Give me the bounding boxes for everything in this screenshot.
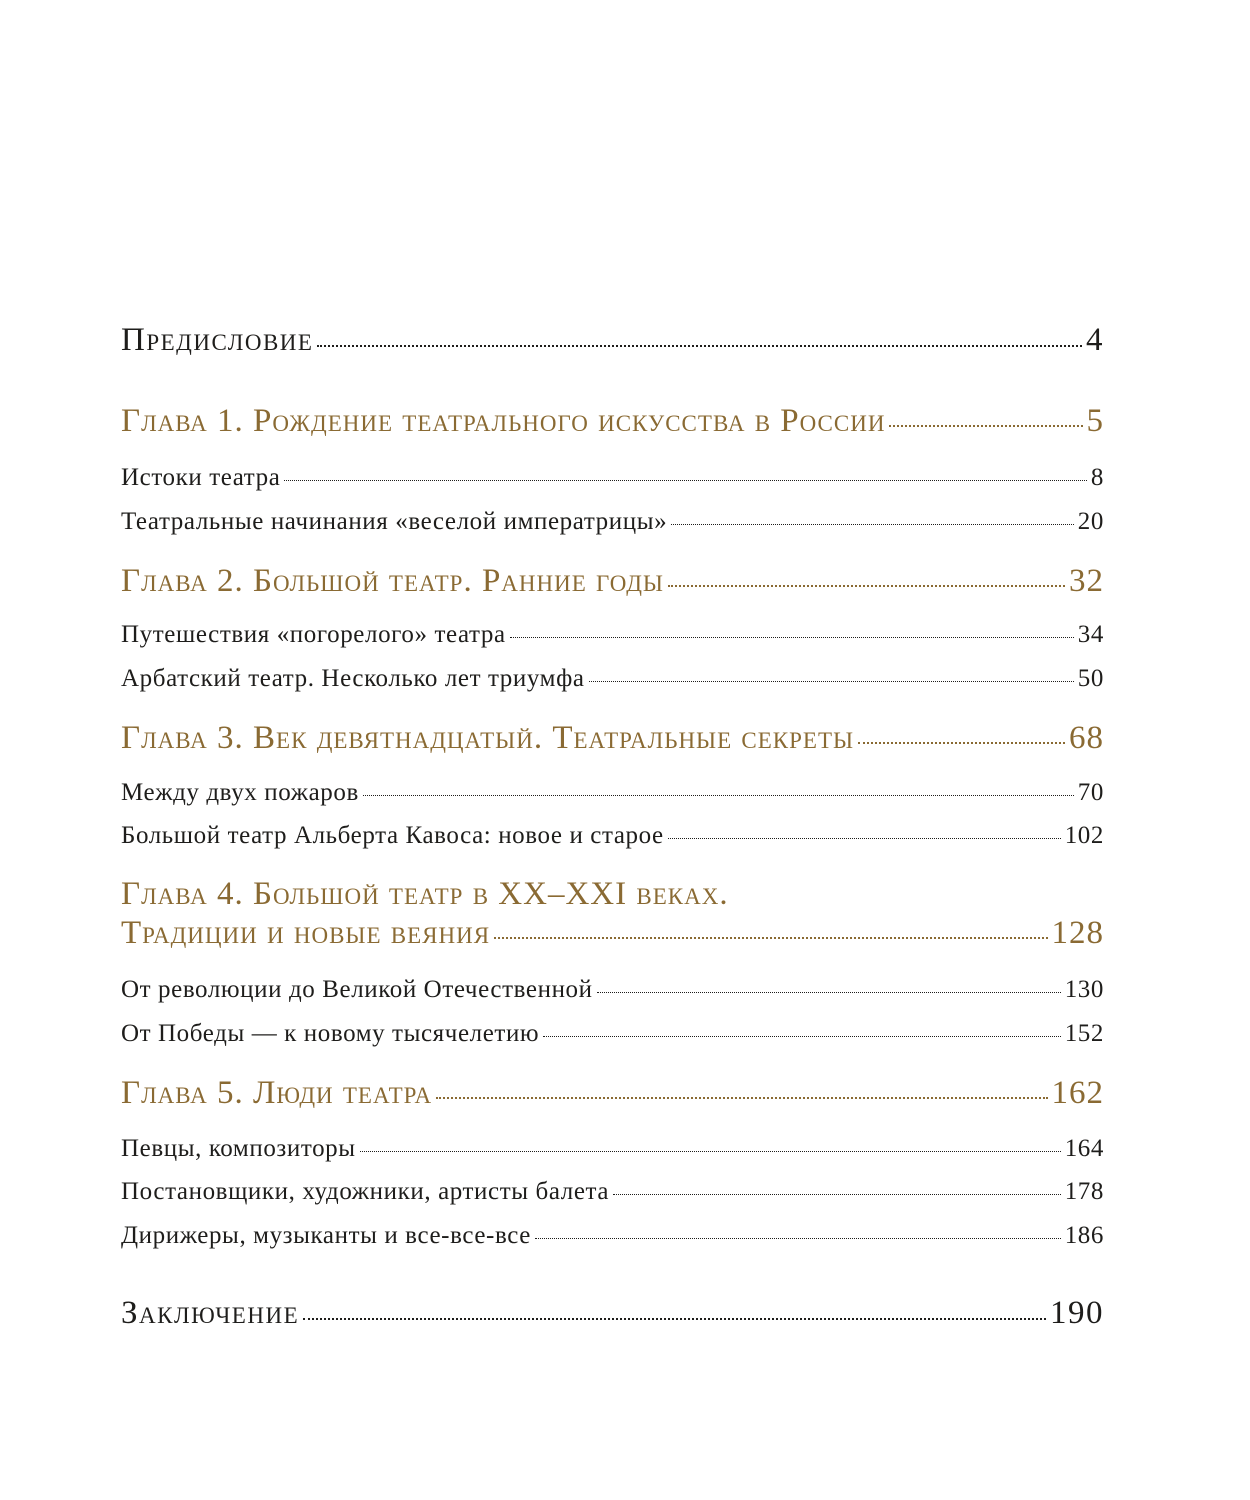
toc-entry-title: От революции до Великой Отечественной [121,976,593,1003]
toc-entry-page: 190 [1050,1295,1104,1331]
toc-entry-conclusion[interactable] [121,1295,1104,1332]
toc-entry-page: 130 [1064,976,1104,1003]
toc-entry-title: Заключение [121,1295,300,1331]
toc-entry-page: 70 [1077,779,1104,806]
toc-entry-chapter-4[interactable] [121,915,1104,952]
toc-entry-title: Театральные начинания «веселой императрицы» [121,508,668,535]
toc-entry-section[interactable] [121,779,1104,807]
toc-entry-page: 32 [1069,563,1104,599]
toc-entry-title: Арбатский театр. Несколько лет триумфа [121,665,585,692]
toc-entry-section[interactable] [121,464,1104,492]
toc-entry-section[interactable] [121,665,1104,693]
toc-entry-chapter-3[interactable] [121,720,1104,757]
toc-entry-title: Постановщики, художники, артисты балета [121,1178,610,1205]
toc-entry-page: 164 [1064,1135,1104,1162]
toc-entry-title: Дирижеры, музыканты и все-все-все [121,1222,531,1249]
toc-entry-title: Глава 5. Люди театра [121,1075,433,1111]
toc-entry-page: 34 [1077,621,1104,648]
toc-entry-page: 162 [1051,1075,1104,1111]
toc-entry-page: 102 [1064,822,1104,849]
toc-entry-page: 50 [1077,665,1104,692]
toc-entry-preface[interactable] [121,322,1104,359]
toc-entry-page: 68 [1069,720,1104,756]
toc-entry-chapter-1[interactable] [121,403,1104,440]
toc-entry-title: Между двух пожаров [121,779,359,806]
dot-leader [510,637,1074,638]
dot-leader [589,681,1074,682]
toc-entry-title: Глава 1. Рождение театрального искусства в России [121,403,886,439]
dot-leader [360,1151,1061,1152]
toc-entry-page: 128 [1051,915,1104,951]
toc-entry-title: От Победы — к новому тысячелетию [121,1020,540,1047]
dot-leader [671,524,1074,525]
toc-entry-section[interactable] [121,621,1104,649]
toc-entry-title: Традиции и новые веяния [121,915,491,951]
toc-entry-title: Певцы, композиторы [121,1135,356,1162]
dot-leader [668,585,1065,587]
dot-leader [317,345,1082,347]
dot-leader [494,937,1047,939]
toc-entry-section[interactable] [121,1020,1104,1048]
toc-entry-title: Глава 2. Большой театр. Ранние годы [121,563,664,599]
toc-entry-section[interactable] [121,1178,1104,1206]
toc-entry-chapter-4-line1[interactable]: Глава 4. Большой театр в XX–XXI веках. [121,876,729,912]
toc-entry-page: 5 [1086,403,1104,439]
dot-leader [284,480,1086,481]
toc-entry-chapter-2[interactable] [121,563,1104,600]
dot-leader [889,425,1082,427]
dot-leader [436,1097,1047,1099]
toc-entry-page: 4 [1086,322,1104,358]
toc-entry-section[interactable] [121,822,1104,850]
toc-entry-section[interactable] [121,508,1104,536]
toc-entry-page: 20 [1077,508,1104,535]
toc-entry-section[interactable] [121,1222,1104,1250]
toc-entry-title: Истоки театра [121,464,281,491]
toc-entry-page: 186 [1064,1222,1104,1249]
toc-entry-title: Глава 3. Век девятнадцатый. Театральные секреты [121,720,855,756]
toc-entry-title: Путешествия «погорелого» театра [121,621,506,648]
toc-entry-page: 178 [1064,1178,1104,1205]
dot-leader [858,742,1065,744]
toc-entry-section[interactable] [121,976,1104,1004]
toc-entry-page: 152 [1064,1020,1104,1047]
toc-entry-chapter-5[interactable] [121,1075,1104,1112]
dot-leader [597,992,1061,993]
dot-leader [668,838,1061,839]
toc-entry-section[interactable] [121,1135,1104,1163]
toc-entry-title: Большой театр Альберта Кавоса: новое и старое [121,822,664,849]
toc-entry-page: 8 [1090,464,1104,491]
dot-leader [535,1238,1061,1239]
dot-leader [543,1036,1060,1037]
dot-leader [303,1318,1046,1320]
dot-leader [363,795,1074,796]
toc-entry-title: Предисловие [121,322,314,358]
dot-leader [613,1194,1061,1195]
